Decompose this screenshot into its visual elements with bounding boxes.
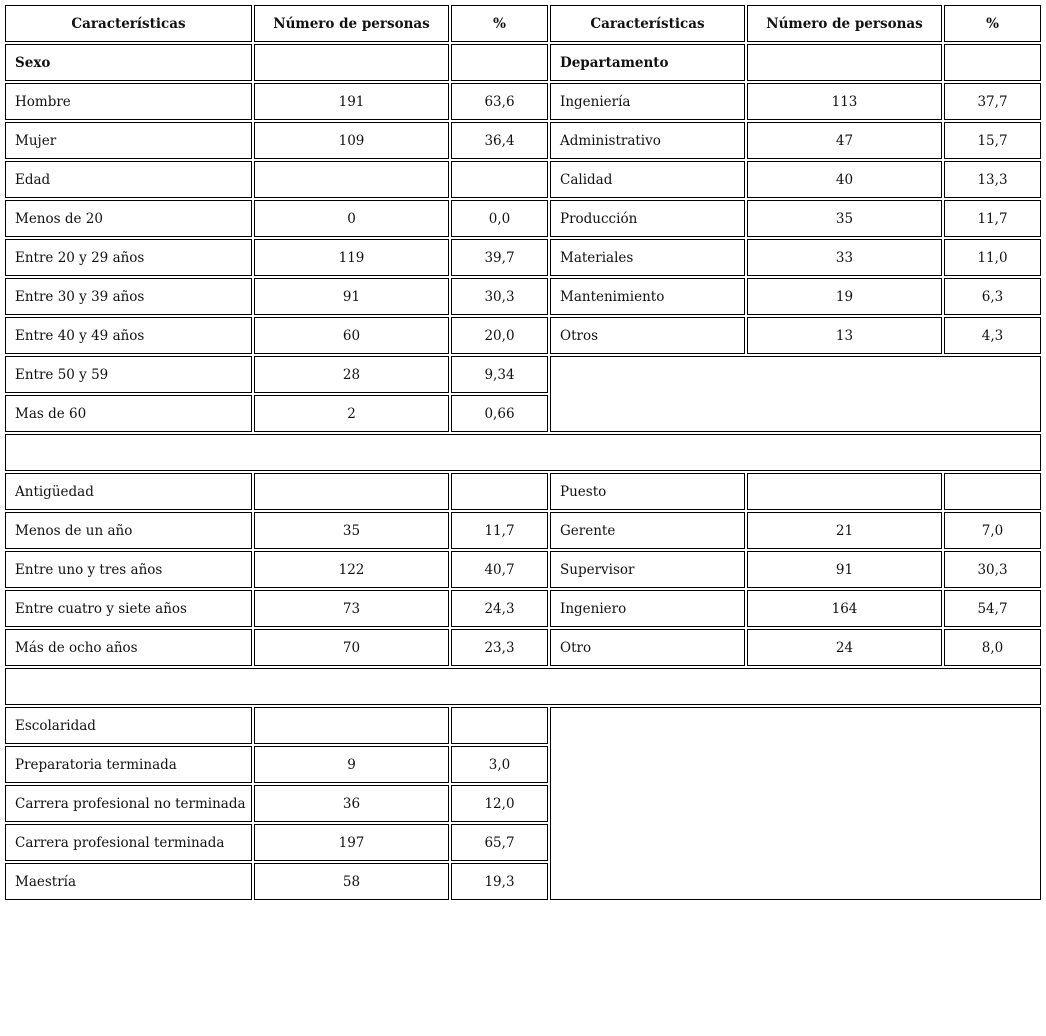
header-pct-right: % <box>944 5 1041 42</box>
empty-cell <box>451 707 548 744</box>
row-label: Preparatoria terminada <box>5 746 252 783</box>
section-title-departamento: Departamento <box>550 44 745 81</box>
spacer-cell <box>5 434 1041 471</box>
row-label: Calidad <box>550 161 745 198</box>
row-label: Entre 50 y 59 <box>5 356 252 393</box>
row-label: Ingeniería <box>550 83 745 120</box>
table-row <box>5 44 1041 81</box>
row-percent: 0,0 <box>451 200 548 237</box>
row-percent: 36,4 <box>451 122 548 159</box>
table-row <box>5 317 1041 354</box>
row-percent: 40,7 <box>451 551 548 588</box>
row-count: 113 <box>747 83 942 120</box>
row-label: Otros <box>550 317 745 354</box>
row-percent: 63,6 <box>451 83 548 120</box>
row-label: Ingeniero <box>550 590 745 627</box>
row-label: Entre 30 y 39 años <box>5 278 252 315</box>
header-numero-right: Número de personas <box>747 5 942 42</box>
row-percent: 30,3 <box>451 278 548 315</box>
row-count: 9 <box>254 746 449 783</box>
row-count: 2 <box>254 395 449 432</box>
section-title-escolaridad: Escolaridad <box>5 707 252 744</box>
row-percent: 0,66 <box>451 395 548 432</box>
row-label: Hombre <box>5 83 252 120</box>
header-numero-left: Número de personas <box>254 5 449 42</box>
table-header-row <box>5 5 1041 42</box>
empty-cell <box>254 161 449 198</box>
row-label: Supervisor <box>550 551 745 588</box>
row-label: Gerente <box>550 512 745 549</box>
row-count: 91 <box>254 278 449 315</box>
empty-cell <box>944 473 1041 510</box>
row-percent: 39,7 <box>451 239 548 276</box>
row-percent: 13,3 <box>944 161 1041 198</box>
row-count: 60 <box>254 317 449 354</box>
row-count: 13 <box>747 317 942 354</box>
row-count: 70 <box>254 629 449 666</box>
spacer-cell <box>5 668 1041 705</box>
table-row <box>5 473 1041 510</box>
row-percent: 4,3 <box>944 317 1041 354</box>
row-count: 35 <box>747 200 942 237</box>
row-count: 58 <box>254 863 449 900</box>
empty-block <box>550 707 1041 900</box>
row-percent: 20,0 <box>451 317 548 354</box>
row-percent: 15,7 <box>944 122 1041 159</box>
row-percent: 30,3 <box>944 551 1041 588</box>
row-label: Entre uno y tres años <box>5 551 252 588</box>
row-count: 35 <box>254 512 449 549</box>
row-percent: 7,0 <box>944 512 1041 549</box>
empty-cell <box>254 473 449 510</box>
row-count: 28 <box>254 356 449 393</box>
row-label: Materiales <box>550 239 745 276</box>
table-row <box>5 707 1041 744</box>
row-percent: 24,3 <box>451 590 548 627</box>
table-row <box>5 200 1041 237</box>
row-label: Mantenimiento <box>550 278 745 315</box>
table-row <box>5 83 1041 120</box>
header-caracteristicas-left: Características <box>5 5 252 42</box>
row-label: Entre 20 y 29 años <box>5 239 252 276</box>
row-percent: 9,34 <box>451 356 548 393</box>
header-caracteristicas-right: Características <box>550 5 745 42</box>
row-percent: 37,7 <box>944 83 1041 120</box>
row-count: 0 <box>254 200 449 237</box>
row-count: 119 <box>254 239 449 276</box>
section-title-edad: Edad <box>5 161 252 198</box>
table-row <box>5 629 1041 666</box>
row-percent: 12,0 <box>451 785 548 822</box>
table-row <box>5 239 1041 276</box>
row-percent: 8,0 <box>944 629 1041 666</box>
row-percent: 65,7 <box>451 824 548 861</box>
table-row <box>5 278 1041 315</box>
empty-cell <box>451 44 548 81</box>
row-percent: 54,7 <box>944 590 1041 627</box>
row-percent: 6,3 <box>944 278 1041 315</box>
row-label: Más de ocho años <box>5 629 252 666</box>
table-row <box>5 590 1041 627</box>
row-count: 197 <box>254 824 449 861</box>
row-percent: 11,0 <box>944 239 1041 276</box>
row-percent: 3,0 <box>451 746 548 783</box>
row-count: 47 <box>747 122 942 159</box>
header-pct-left: % <box>451 5 548 42</box>
table-row <box>5 356 1041 393</box>
empty-cell <box>451 161 548 198</box>
row-label: Maestría <box>5 863 252 900</box>
section-title-antiguedad: Antigüedad <box>5 473 252 510</box>
table-row <box>5 512 1041 549</box>
table-row <box>5 161 1041 198</box>
row-percent: 23,3 <box>451 629 548 666</box>
section-title-sexo: Sexo <box>5 44 252 81</box>
demographics-table <box>3 3 1043 902</box>
row-count: 164 <box>747 590 942 627</box>
row-label: Carrera profesional terminada <box>5 824 252 861</box>
row-count: 36 <box>254 785 449 822</box>
row-count: 33 <box>747 239 942 276</box>
empty-cell <box>451 473 548 510</box>
row-label: Producción <box>550 200 745 237</box>
row-count: 24 <box>747 629 942 666</box>
row-percent: 11,7 <box>451 512 548 549</box>
empty-block <box>550 356 1041 432</box>
section-title-puesto: Puesto <box>550 473 745 510</box>
row-label: Mujer <box>5 122 252 159</box>
row-label: Otro <box>550 629 745 666</box>
row-label: Carrera profesional no terminada <box>5 785 252 822</box>
row-count: 122 <box>254 551 449 588</box>
row-label: Entre cuatro y siete años <box>5 590 252 627</box>
row-label: Menos de 20 <box>5 200 252 237</box>
row-percent: 19,3 <box>451 863 548 900</box>
empty-cell <box>254 707 449 744</box>
row-count: 21 <box>747 512 942 549</box>
row-label: Entre 40 y 49 años <box>5 317 252 354</box>
spacer-row <box>5 668 1041 705</box>
row-label: Mas de 60 <box>5 395 252 432</box>
row-label: Menos de un año <box>5 512 252 549</box>
spacer-row <box>5 434 1041 471</box>
row-label: Administrativo <box>550 122 745 159</box>
empty-cell <box>944 44 1041 81</box>
row-count: 73 <box>254 590 449 627</box>
row-count: 91 <box>747 551 942 588</box>
row-count: 40 <box>747 161 942 198</box>
table-row <box>5 122 1041 159</box>
empty-cell <box>254 44 449 81</box>
empty-cell <box>747 473 942 510</box>
empty-cell <box>747 44 942 81</box>
row-count: 191 <box>254 83 449 120</box>
row-count: 109 <box>254 122 449 159</box>
table-row <box>5 551 1041 588</box>
row-count: 19 <box>747 278 942 315</box>
row-percent: 11,7 <box>944 200 1041 237</box>
